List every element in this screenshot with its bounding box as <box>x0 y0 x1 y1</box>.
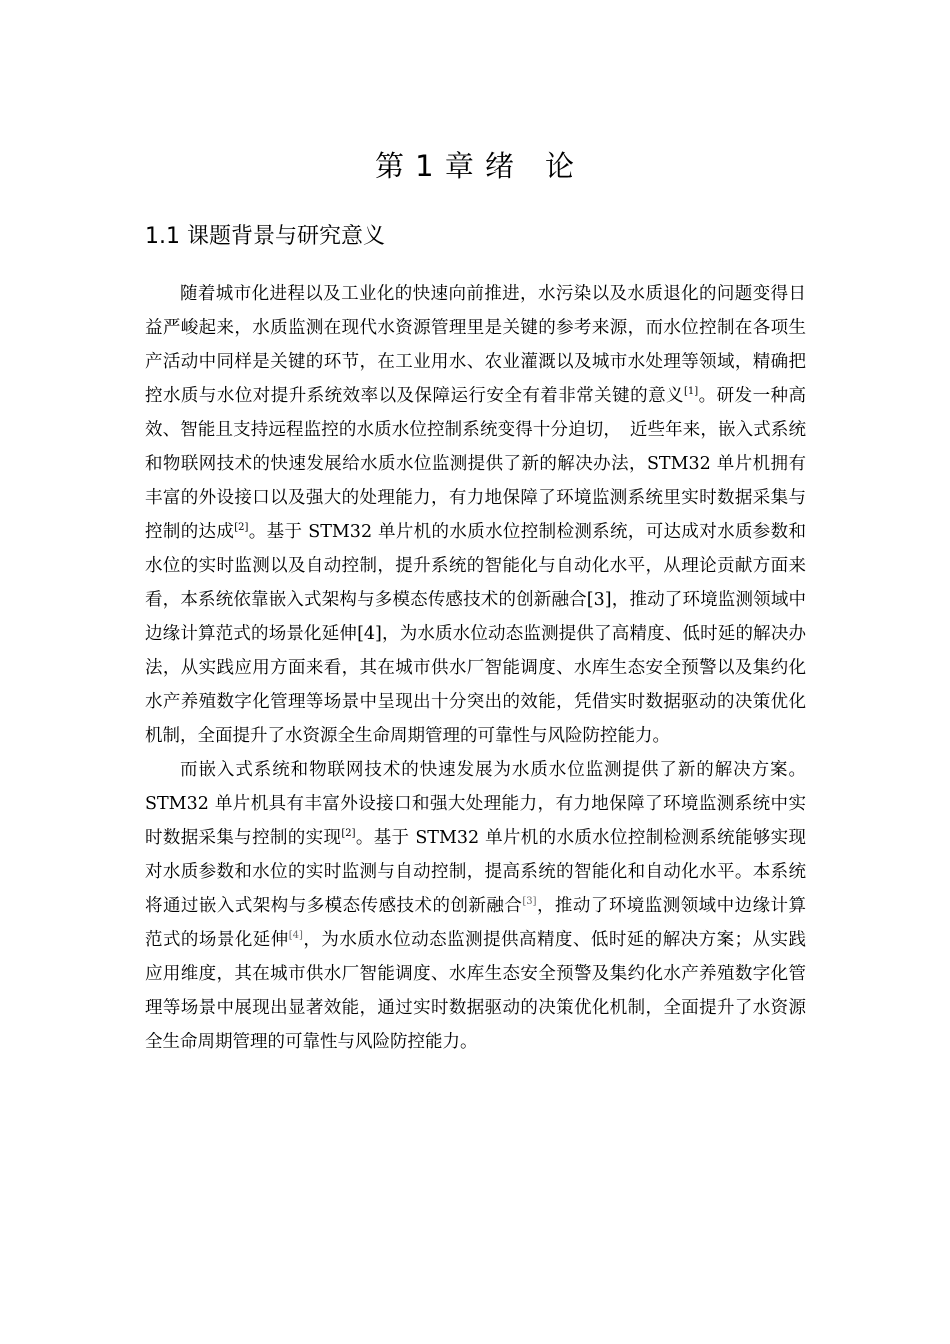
paragraph-2-text-2: 。基于 STM32 单片机的水质水位控制检测系统能够实现对水质参数和水位的实时监测与自动控制，提高系统的智能化和自动化水平。本系统将通过嵌入式架构与多模态传感技术的创新融合 <box>145 828 806 916</box>
paragraph-2 <box>145 753 806 1059</box>
body-text <box>145 277 806 1059</box>
citation-2b: [2] <box>341 828 356 839</box>
paragraph-1-text-3: 。基于 STM32 单片机的水质水位控制检测系统，可达成对水质参数和水位的实时监测以及自动控制，提升系统的智能化与自动化水平，从理论贡献方面来看，本系统依靠嵌入式架构与多模态传感技术的创新融合[3]，推动了环境监测领域中边缘计算范式的场景化延伸[4]，为水质水位动态监测提供了高精度、低时延的解决办法，从实践应用方面来看，其在城市供水厂智能调度、水库生态安全预警以及集约化水产养殖数字化管理等场景中呈现出十分突出的效能，凭借实时数据驱动的决策优化机制，全面提升了水资源全生命周期管理的可靠性与风险防控能力。 <box>145 522 806 746</box>
citation-4: [4] <box>288 930 303 941</box>
chapter-title: 第 1 章 绪 论 <box>374 149 576 183</box>
citation-2: [2] <box>234 522 249 533</box>
citation-3: [3] <box>522 896 537 907</box>
paragraph-2-text-3: ，推动了环境监测领域中边缘计算范式的场景化延伸 <box>145 896 807 950</box>
citation-1: [1] <box>684 386 699 397</box>
paragraph-2-text-4: ，为水质水位动态监测提供高精度、低时延的解决方案；从实践应用维度，其在城市供水厂智能调度、水库生态安全预警及集约化水产养殖数字化管理等场景中展现出显著效能，通过实时数据驱动的决策优化机制，全面提升了水资源全生命周期管理的可靠性与风险防控能力。 <box>145 930 807 1052</box>
paragraph-1-text-2: 。研发一种高效、智能且支持远程监控的水质水位控制系统变得十分迫切， 近些年来，嵌入式系统和物联网技术的快速发展给水质水位监测提供了新的解决办法，STM32 单片机拥有丰富的外设接口以及强大的处理能力，有力地保障了环境监测系统里实时数据采集与控制的达成 <box>145 386 807 542</box>
section-title: 1.1 课题背景与研究意义 <box>145 224 385 249</box>
paragraph-2-text-1: 而嵌入式系统和物联网技术的快速发展为水质水位监测提供了新的解决方案。STM32 单片机具有丰富外设接口和强大处理能力，有力地保障了环境监测系统中实时数据采集与控制的实现 <box>145 760 806 848</box>
paragraph-1-text-1: 随着城市化进程以及工业化的快速向前推进，水污染以及水质退化的问题变得日益严峻起来，水质监测在现代水资源管理里是关键的参考来源，而水位控制在各项生产活动中同样是关键的环节，在工业用水、农业灌溉以及城市水处理等领域，精确把控水质与水位对提升系统效率以及保障运行安全有着非常关键的意义 <box>145 284 806 406</box>
paragraph-1 <box>145 277 806 753</box>
